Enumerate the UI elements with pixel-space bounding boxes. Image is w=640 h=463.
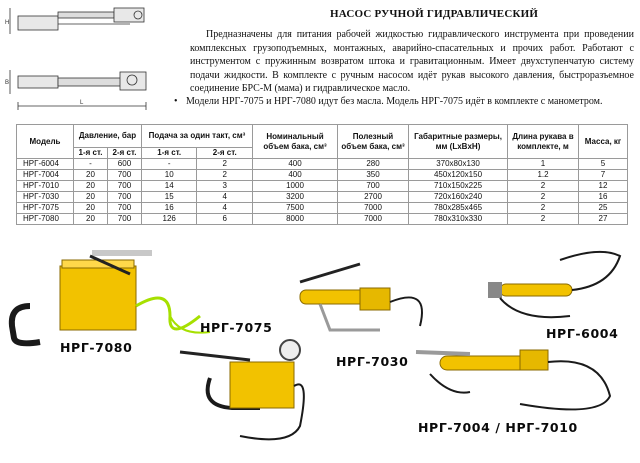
cell-f2: 3 bbox=[197, 181, 253, 192]
dimension-drawing bbox=[2, 2, 162, 114]
table-row bbox=[17, 192, 628, 203]
table-row bbox=[17, 181, 628, 192]
cell-hose: 2 bbox=[508, 203, 579, 214]
cell-nominal: 400 bbox=[253, 159, 338, 170]
th-pressure-stage1: 1-я ст. bbox=[74, 148, 108, 159]
cell-hose: 2 bbox=[508, 192, 579, 203]
th-feed-stage1: 1-я ст. bbox=[141, 148, 197, 159]
label-nrg7075: НРГ-7075 bbox=[200, 320, 273, 335]
cell-useful: 2700 bbox=[338, 192, 409, 203]
cell-hose: 2 bbox=[508, 214, 579, 225]
cell-p1: 20 bbox=[74, 203, 108, 214]
cell-p2: 700 bbox=[107, 214, 141, 225]
cell-f1: 10 bbox=[141, 170, 197, 181]
note-text bbox=[174, 96, 603, 107]
cell-dims: 720х160х240 bbox=[409, 192, 508, 203]
cell-p1: 20 bbox=[74, 181, 108, 192]
cell-nominal: 1000 bbox=[253, 181, 338, 192]
table-row bbox=[17, 203, 628, 214]
th-useful-volume: Полезный объем бака, см³ bbox=[338, 125, 409, 159]
cell-p2: 700 bbox=[107, 170, 141, 181]
cell-f1: 15 bbox=[141, 192, 197, 203]
cell-hose: 1.2 bbox=[508, 170, 579, 181]
cell-hose: 1 bbox=[508, 159, 579, 170]
cell-useful: 350 bbox=[338, 170, 409, 181]
cell-f1: - bbox=[141, 159, 197, 170]
cell-dims: 780х285х465 bbox=[409, 203, 508, 214]
cell-useful: 700 bbox=[338, 181, 409, 192]
description-text: Предназначены для питания рабочей жидкостью гидравлического инструмента при проведении комплексных грузоподъемных, монтажных, аварийно-спасательных и прочих работ. Работают с инструментом с пружинным возвратом штока и гравитационным. Имеет двухступенчатую систему подачи жидкости. В комплекте с ручным насосом идёт рукав высокого давления, быстроразъемное соединение БРС-М (мама) и гидравлическое масло. bbox=[190, 29, 634, 95]
cell-useful: 280 bbox=[338, 159, 409, 170]
nrg6004-pump-image bbox=[488, 252, 620, 317]
th-pressure: Давление, бар bbox=[74, 125, 142, 148]
cell-nominal: 400 bbox=[253, 170, 338, 181]
cell-useful: 7000 bbox=[338, 203, 409, 214]
label-nrg6004: НРГ-6004 bbox=[546, 326, 619, 341]
table-row bbox=[17, 214, 628, 225]
cell-model: НРГ-7030 bbox=[17, 192, 74, 203]
cell-p2: 700 bbox=[107, 192, 141, 203]
cell-dims: 780х310х330 bbox=[409, 214, 508, 225]
cell-f1: 126 bbox=[141, 214, 197, 225]
cell-nominal: 3200 bbox=[253, 192, 338, 203]
cell-p1: 20 bbox=[74, 214, 108, 225]
cell-model: НРГ-7010 bbox=[17, 181, 74, 192]
cell-p1: 20 bbox=[74, 170, 108, 181]
cell-dims: 450х120х150 bbox=[409, 170, 508, 181]
th-mass: Масса, кг bbox=[579, 125, 628, 159]
cell-model: НРГ-6004 bbox=[17, 159, 74, 170]
cell-f1: 14 bbox=[141, 181, 197, 192]
nrg7030-pump-image bbox=[300, 264, 422, 330]
cell-p2: 600 bbox=[107, 159, 141, 170]
th-feed: Подача за один такт, см³ bbox=[141, 125, 252, 148]
cell-hose: 2 bbox=[508, 181, 579, 192]
cell-model: НРГ-7004 bbox=[17, 170, 74, 181]
width-label: B bbox=[5, 80, 10, 86]
cell-useful: 7000 bbox=[338, 214, 409, 225]
cell-nominal: 7500 bbox=[253, 203, 338, 214]
cell-f2: 4 bbox=[197, 192, 253, 203]
bullet-icon: • bbox=[174, 96, 178, 107]
specs-table bbox=[16, 124, 628, 225]
cell-nominal: 8000 bbox=[253, 214, 338, 225]
table-row bbox=[17, 170, 628, 181]
cell-mass: 5 bbox=[579, 159, 628, 170]
label-nrg7080: НРГ-7080 bbox=[60, 340, 133, 355]
th-pressure-stage2: 2-я ст. bbox=[107, 148, 141, 159]
label-nrg7004-7010: НРГ-7004 / НРГ-7010 bbox=[418, 420, 578, 435]
nrg7004-7010-pump-image bbox=[416, 350, 610, 409]
cell-f1: 16 bbox=[141, 203, 197, 214]
cell-f2: 4 bbox=[197, 203, 253, 214]
cell-f2: 2 bbox=[197, 159, 253, 170]
cell-model: НРГ-7080 bbox=[17, 214, 74, 225]
cell-model: НРГ-7075 bbox=[17, 203, 74, 214]
cell-p2: 700 bbox=[107, 181, 141, 192]
nrg7075-pump-image bbox=[180, 340, 304, 439]
th-nominal-volume: Номинальный объем бака, см³ bbox=[253, 125, 338, 159]
cell-mass: 16 bbox=[579, 192, 628, 203]
label-nrg7030: НРГ-7030 bbox=[336, 354, 409, 369]
table-row bbox=[17, 159, 628, 170]
cell-f2: 6 bbox=[197, 214, 253, 225]
cell-mass: 7 bbox=[579, 170, 628, 181]
cell-dims: 370х80х130 bbox=[409, 159, 508, 170]
height-label: H bbox=[5, 20, 10, 26]
cell-mass: 27 bbox=[579, 214, 628, 225]
cell-f2: 2 bbox=[197, 170, 253, 181]
cell-p1: - bbox=[74, 159, 108, 170]
note-content: Модели НРГ-7075 и НРГ-7080 идут без масла. Модель НРГ-7075 идёт в комплекте с манометром. bbox=[186, 96, 603, 107]
th-hose-length: Длина рукава в комплекте, м bbox=[508, 125, 579, 159]
cell-dims: 710х150х225 bbox=[409, 181, 508, 192]
cell-mass: 25 bbox=[579, 203, 628, 214]
cell-p1: 20 bbox=[74, 192, 108, 203]
th-feed-stage2: 2-я ст. bbox=[197, 148, 253, 159]
th-dimensions: Габаритные размеры, мм (LхBхH) bbox=[409, 125, 508, 159]
page-title: НАСОС РУЧНОЙ ГИДРАВЛИЧЕСКИЙ bbox=[330, 8, 539, 20]
length-label: L bbox=[80, 100, 84, 106]
cell-p2: 700 bbox=[107, 203, 141, 214]
nrg7080-pump-image bbox=[12, 250, 210, 343]
cell-mass: 12 bbox=[579, 181, 628, 192]
th-model: Модель bbox=[17, 125, 74, 159]
